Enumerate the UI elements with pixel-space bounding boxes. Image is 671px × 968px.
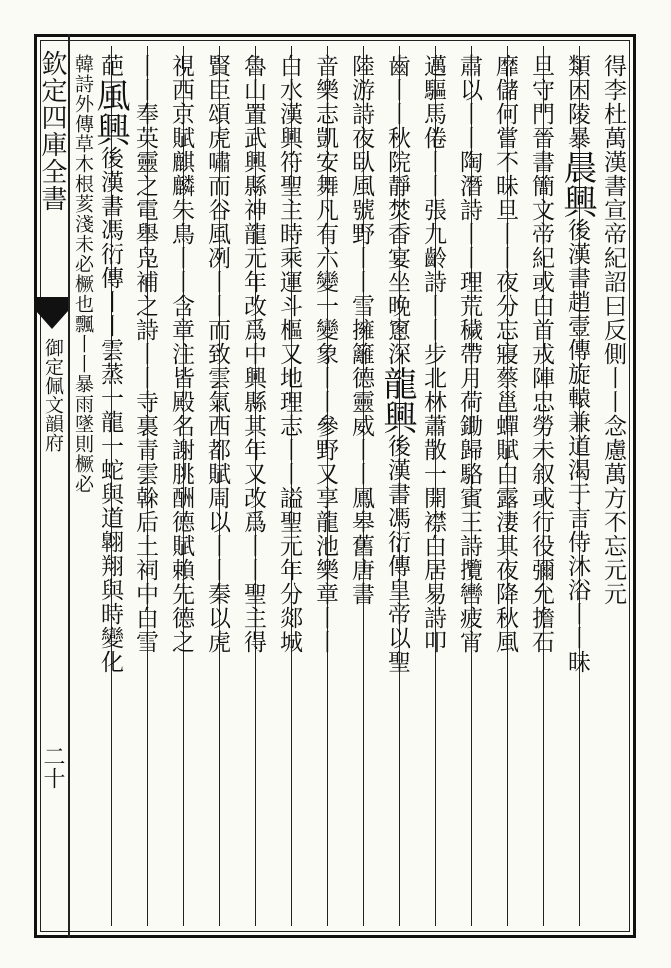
headword: 風興 [90, 78, 130, 146]
text-column [90, 54, 130, 924]
text-column [557, 54, 597, 924]
text-column [200, 54, 234, 924]
book-subtitle: 御定佩文韻府 [42, 338, 64, 452]
text-column [164, 54, 198, 924]
text-column [73, 54, 93, 924]
text-column [272, 54, 306, 924]
column-text: 靡儲何嘗不昧旦丨丨夜分忘寢蔡邕蟬賦白露淒其夜降秋風 [492, 54, 518, 654]
text-column [452, 54, 486, 924]
column-text: 葩 [97, 54, 123, 78]
page-number: 二十 [40, 745, 65, 789]
column-text: 肅以丨丨陶潛詩丨丨理荒穢帶月荷鋤歸駱賓王詩攬轡疲宵 [456, 54, 482, 654]
text-column [596, 54, 630, 924]
column-text: 白水漢興符聖主時乘運斗樞又地理志丨丨謚聖元年分郯城 [276, 54, 302, 654]
column-text: 陸游詩夜臥風號野丨丨雪擁籬 [348, 54, 374, 366]
column-text: 賢臣頌虎嘯而谷風冽丨丨而致雲氣西都賦周以丨丨秦以虎 [204, 54, 230, 654]
column-text: 漢書宣帝紀詔曰反側丨丨念慮萬方不忘元元 [600, 150, 626, 606]
column-text: 旦守門晉書簡文帝紀或白首戎陣忠勞未叙或行役彌允擔石 [528, 54, 554, 654]
book-title: 欽定四庫全書 [37, 50, 67, 212]
column-text: 後漢書馮衍傳皇帝以聖 [384, 434, 410, 674]
column-text: 得李杜萬 [600, 54, 626, 150]
column-text: 齒丨丨秋院靜焚香宴坐晚窻深 [384, 54, 410, 366]
column-text: 後漢書趙壹傳旋轅兼道渴于言侍沐浴丨丨昧 [564, 218, 590, 674]
headword: 龍興 [377, 366, 417, 434]
column-text: 韓詩外傳草木根荄淺未必橛也飄丨丨暴雨墜則橛必 [72, 54, 94, 494]
column-text: 魯山置武興縣神龍元年改爲中興縣其年又改爲丨丨聖主得 [240, 54, 266, 654]
column-text: 後漢書馮衍傳丨丨雲蒸一龍一蛇與道翺翔與時變化 [97, 146, 123, 674]
column-text: 邁驅馬倦丨丨張九齡詩丨丨步北林蕭散一開襟白居易詩叩 [420, 54, 446, 654]
text-column [377, 54, 417, 924]
text-column [128, 54, 162, 924]
text-column [236, 54, 270, 924]
text-column [308, 54, 342, 924]
column-text: 德靈威丨丨鳳皋舊唐書 [348, 366, 374, 606]
column-text: 丨丨奉英靈之電舉凫補之詩丨丨寺裏青雲榦后土祠中白雪 [132, 54, 158, 654]
column-text: 音樂志凱安舞凡有六變一變象丨丨參野又享龍池樂章丨丨 [312, 54, 338, 654]
text-column [524, 54, 558, 924]
headword: 晨興 [557, 150, 597, 218]
column-text: 類困陵暴 [564, 54, 590, 150]
column-text: 視西京賦麒麟朱鳥丨丨含章注皆殿名謝朓酬德賦賴先德之 [168, 54, 194, 654]
fishtail-mark-icon [34, 295, 70, 335]
text-column [416, 54, 450, 924]
text-column [488, 54, 522, 924]
text-column [344, 54, 378, 924]
